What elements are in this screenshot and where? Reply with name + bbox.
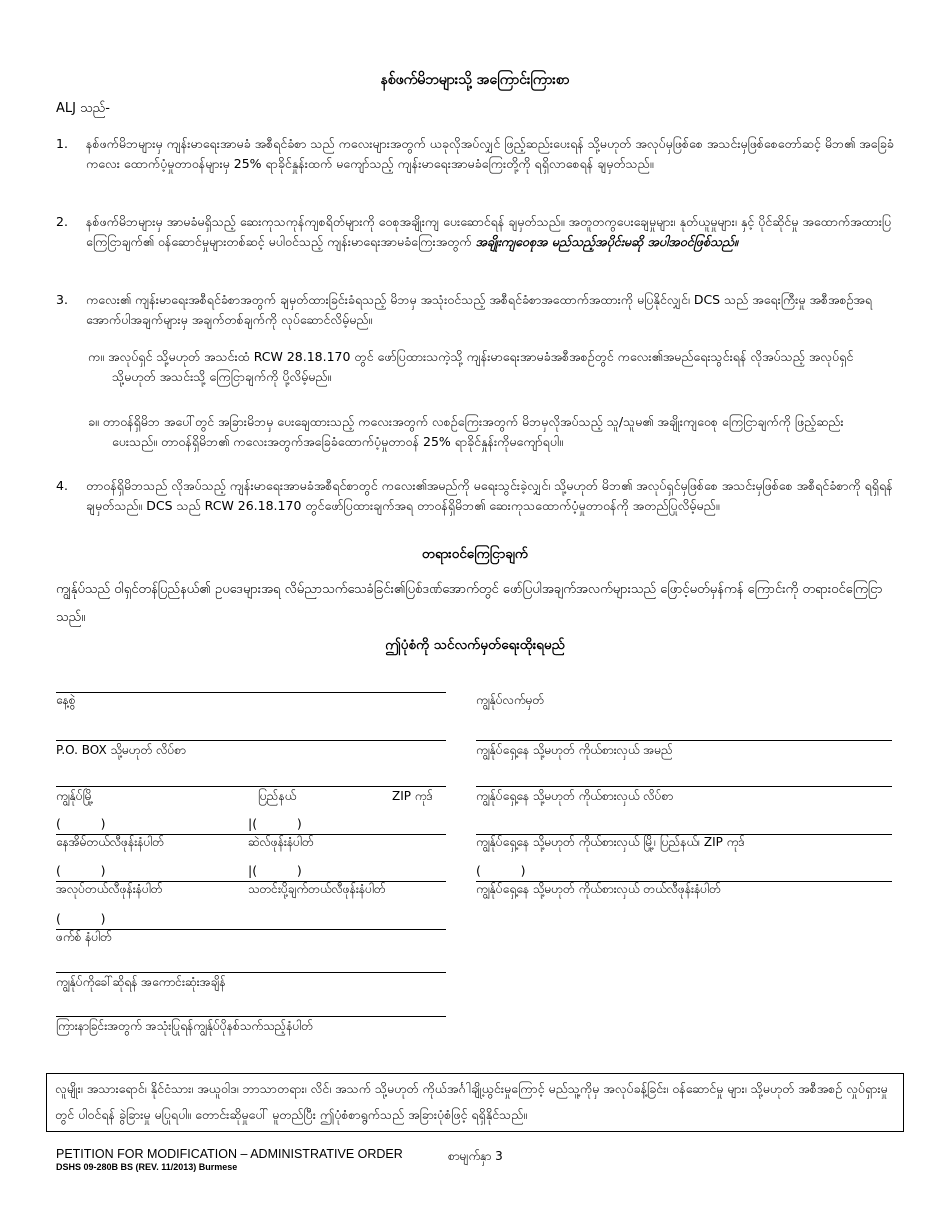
work-phone-area-code: ( ): [56, 863, 106, 878]
zip-label: ZIP ကုဒ်: [392, 789, 433, 803]
fax-field[interactable]: [56, 929, 446, 951]
item-text: တာဝန်ရှိမိဘသည် လိုအပ်သည့် ကျန်းမာရေးအာမခံအစီရင်စာတွင် ကလေး၏အမည်ကို မရေးသွင်းခဲ့လျှင်၊ သို့မဟုတ် မိဘ၏ အလုပ်ရှင်မှဖြစ်စေ အသင်းမှဖြစ်စေ အစီရင်ခံစာကို ရရှိရန် ချမှတ်သည်။ DCS သည် RCW 26.18.170 တွင်ဖော်ပြထားချက်အရ တာဝန်ရှိမိဘ၏ ဆေးကုသထောက်ပံ့မှုတာဝန်ကို အတည်ပြုလိမ့်မည်။: [86, 478, 893, 513]
city-label: ကျွန်ုပ်မြို့: [56, 789, 94, 803]
list-item-2: [56, 212, 896, 252]
work-phone-field[interactable]: [56, 881, 236, 903]
attorney-phone-field[interactable]: [476, 881, 892, 903]
cell-phone-field[interactable]: [248, 834, 446, 856]
fax-area-code: ( ): [56, 911, 106, 926]
divider: [56, 692, 446, 693]
form-title: PETITION FOR MODIFICATION – ADMINISTRATIVE ORDER: [56, 1147, 403, 1161]
preferred-number-label: ကြားနာခြင်းအတွက် အသုံးပြုရန်ကျွန်ုပ်ပိုနစ်သက်သည့်နံပါတ်: [56, 1019, 314, 1033]
date-field[interactable]: [56, 690, 446, 714]
list-item-4: [56, 476, 896, 516]
message-phone-label: သတင်းပို့ချက်တယ်လီဖုန်းနံပါတ်: [248, 882, 386, 896]
fax-label: ဖက်စ် နံပါတ်: [56, 930, 112, 944]
page-number: စာမျက်နှာ 3: [448, 1149, 503, 1163]
item-number: 3.: [56, 292, 68, 307]
item-text: ကလေး၏ ကျန်းမာရေးအစီရင်ခံစာအတွက် ချမှတ်ထားခြင်းခံရသည့် မိဘမှ အသုံးဝင်သည့် အစီရင်ခံစာအထောက်အထားကို မပြနိုင်လျှင်၊ DCS သည် အရေးကြီးမှု အစီအစဉ်အရ အောက်ပါအချက်များမှ အချက်တစ်ချက်ကို လုပ်ဆောင်လိမ့်မည်။: [86, 292, 873, 327]
preferred-number-field[interactable]: [56, 1016, 446, 1040]
attorney-address-label: ကျွန်ုပ်ရှေ့နေ သို့မဟုတ် ကိုယ်စားလှယ် လိပ်စာ: [476, 789, 674, 803]
attorney-address-field[interactable]: [476, 786, 892, 810]
document-title: နစ်ဖက်မိဘများသို့ အကြောင်းကြားစာ: [380, 72, 570, 88]
form-code: DSHS 09-280B BS (REV. 11/2013) Burmese: [56, 1162, 238, 1172]
item-text: [86, 212, 896, 252]
po-box-label: P.O. BOX သို့မဟုတ် လိပ်စာ: [56, 743, 186, 757]
attorney-name-label: ကျွန်ုပ်ရှေ့နေ သို့မဟုတ် ကိုယ်စားလှယ် အမည်: [476, 743, 673, 757]
signature-label: ကျွန်ုပ်လက်မှတ်: [476, 693, 545, 707]
sub-item-a: [88, 347, 888, 387]
list-item-1: [56, 134, 896, 174]
cell-phone-label: ဆဲလ်ဖုန်းနံပါတ်: [248, 835, 314, 849]
alj-label: ALJ သည်-: [56, 101, 110, 116]
sub-item-text: က။ အလုပ်ရှင် သို့မဟုတ် အသင်းထံ RCW 28.18.170 တွင် ဖော်ပြထားသကဲ့သို့ ကျန်းမာရေးအာမခံအစီအစဉ်တွင် ကလေး၏အမည်ရေးသွင်းရန် လိုအပ်သည့် အလုပ်ရှင် သို့မဟုတ် အသင်းသို့ ကြေငြာချက်ကို ပို့လိမ့်မည်။: [88, 349, 854, 384]
item-number: 1.: [56, 136, 68, 151]
city-field[interactable]: [56, 786, 206, 810]
attorney-phone-area-code: ( ): [476, 863, 526, 878]
non-discrimination-notice: လူမျိုး၊ အသားရောင်၊ နိုင်ငံသား၊ အယူဝါဒ၊ ဘာသာတရား၊ လိင်၊ အသက် သို့မဟုတ် ကိုယ်အင်္ဂါချို့ယွင်းမှုကြောင့် မည်သူ့ကိုမှ အလုပ်ခန့်ခြင်း၊ ဝန်ဆောင်မှု များ၊ သို့မဟုတ် အစီအစဉ် လှုပ်ရှားမှုတွင် ပါဝင်ရန် ခွဲခြားမှု မပြုရပါ။ တောင်းဆိုမှုပေါ် မူတည်ပြီး ဤပုံစံစာရွက်သည် အခြားပုံစံဖြင့် ရရှိနိုင်သည်။: [46, 1073, 904, 1132]
zip-field[interactable]: [392, 786, 446, 810]
message-phone-field[interactable]: [248, 881, 446, 903]
declaration-heading: တရားဝင်ကြေငြာချက်: [421, 546, 529, 562]
cell-phone-area-code: |( ): [248, 816, 302, 831]
declaration-text: ကျွန်ုပ်သည် ဝါရှင်တန်ပြည်နယ်၏ ဥပဒေများအရ လိမ်ညာသက်သေခံခြင်း၏ပြစ်ဒဏ်အောက်တွင် ဖော်ပြပါအချက်အလက်များသည် ဖြောင့်မတ်မှန်ကန် ကြောင်းကို တရားဝင်ကြေငြာသည်။: [56, 582, 883, 625]
attorney-phone-label: ကျွန်ုပ်ရှေ့နေ သို့မဟုတ် ကိုယ်စားလှယ် တယ်လီဖုန်းနံပါတ်: [476, 882, 721, 896]
sub-item-text: ခ။ တာဝန်ရှိမိဘ အပေါ်တွင် အခြားမိဘမှ ပေးချေထားသည့် ကလေးအတွက် လစဉ်ကြေးအတွက် မိဘမှလိုအပ်သည့် သူ/သူမ၏ အချိုးကျဝေစု ကြေငြာချက်ကို ဖြည့်ဆည်းပေးသည်။ တာဝန်ရှိမိဘ၏ ကလေးအတွက်အခြေခံထောက်ပံ့မှုတာဝန် 25% ရာခိုင်နှုန်းကိုမကျော်ရပါ။: [88, 414, 844, 449]
home-phone-area-code: ( ): [56, 816, 106, 831]
sign-heading: ဤပုံစံကို သင်လက်မှတ်ရေးထိုးရမည်: [385, 637, 565, 653]
attorney-city-field[interactable]: [476, 834, 892, 856]
state-field[interactable]: [258, 786, 358, 810]
attorney-name-field[interactable]: [476, 740, 892, 764]
item-text-bold: အချိုးကျဝေစုအ မည်သည့်အပိုင်းမဆို အပါအဝင်ဖြစ်သည်။: [475, 234, 739, 249]
item-text: နစ်ဖက်မိဘများမှ ကျန်းမာရေးအာမခံ အစီရင်ခံစာ သည် ကလေးများအတွက် ယခုလိုအပ်လျှင် ဖြည့်ဆည်းပေးရန် သို့မဟုတ် အလုပ်မှဖြစ်စေ အသင်းမှဖြစ်စေတော်ဆင့် မိဘ၏ အခြေခံ ကလေး ထောက်ပံ့မှုတာဝန်များမှ 25% ရာခိုင်နှုန်းထက် မကျော်သည့် ကျန်းမာရေးအာမခံကြေးတို့ကို ရရှိလာစေရန် ချမှတ်သည်။: [86, 136, 894, 171]
item-number: 2.: [56, 214, 68, 229]
signature-field[interactable]: [476, 690, 892, 714]
item-number: 4.: [56, 478, 68, 493]
best-time-field[interactable]: [56, 972, 446, 996]
message-phone-area-code: |( ): [248, 863, 302, 878]
po-box-field[interactable]: [56, 740, 446, 764]
work-phone-label: အလုပ်တယ်လီဖုန်းနံပါတ်: [56, 882, 163, 896]
sub-item-b: [88, 412, 888, 452]
home-phone-label: နေအိမ်တယ်လီဖုန်းနံပါတ်: [56, 835, 165, 849]
best-time-label: ကျွန်ုပ်ကိုခေါ်ဆိုရန် အကောင်းဆုံးအချိန်: [56, 975, 226, 989]
item-text-regular: နစ်ဖက်မိဘများမှ အာမခံမရှိသည့် ဆေးကုသကုန်ကျစရိတ်များကို ဝေစုအချိုးကျ ပေးဆောင်ရန် ချမှတ်သည်။ အတူတကွပေးချေမှုများ၊ နုတ်ယူမှုများ၊ နှင့် ပိုင်ဆိုင်မှု အထောက်အထားပြကြေငြာချက်၏ ဝန်ဆောင်မှုများတစ်ဆင့် မပါဝင်သည့် ကျန်းမာရေးအာမခံကြေးအတွက်: [86, 214, 892, 249]
attorney-city-label: ကျွန်ုပ်ရှေ့နေ သို့မဟုတ် ကိုယ်စားလှယ် မြို့၊ ပြည်နယ်၊ ZIP ကုဒ်: [476, 835, 745, 849]
list-item-3: [56, 290, 896, 330]
date-label: နေ့စွဲ: [56, 693, 76, 707]
state-label: ပြည်နယ်: [258, 789, 297, 803]
home-phone-field[interactable]: [56, 834, 236, 856]
